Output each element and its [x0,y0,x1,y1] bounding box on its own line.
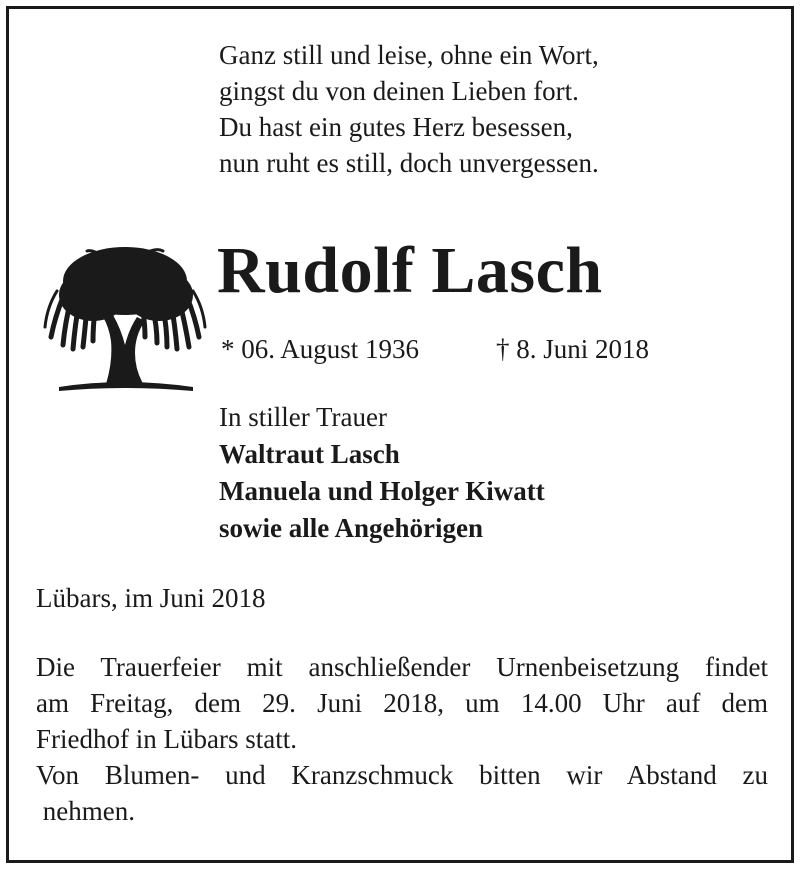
poem-line: Du hast ein gutes Herz besessen, [219,112,573,142]
poem-line: Ganz still und leise, ohne ein Wort, [219,40,599,70]
funeral-notice [36,649,768,829]
notice-line: Von Blumen- und Kranzschmuck bitten wir Abstand zu [36,760,768,790]
notice-line: Friedhof in Lübars statt. [36,724,297,754]
deceased-name: Rudolf Lasch [217,234,603,307]
poem-line: nun ruht es still, doch unvergessen. [219,148,599,178]
poem-line: gingst du von deinen Lieben fort. [219,76,579,106]
mourner-name: sowie alle Angehörigen [219,513,483,543]
obituary-frame [6,6,794,863]
mourners-intro: In stiller Trauer [219,402,387,432]
mourners-block [219,399,545,547]
birth-date: * 06. August 1936 [221,334,420,364]
notice-line: Die Trauerfeier mit anschließender Urnenbeisetzung findet [36,652,768,682]
mourner-name: Manuela und Holger Kiwatt [219,476,545,506]
mourner-name: Waltraut Lasch [219,439,400,469]
notice-line: nehmen. [36,796,135,826]
death-date: † 8. Juni 2018 [496,334,650,364]
weeping-willow-icon [33,237,213,393]
poem [219,37,599,181]
place-date: Lübars, im Juni 2018 [36,583,266,613]
notice-line: am Freitag, dem 29. Juni 2018, um 14.00 Uhr auf dem [36,688,768,718]
